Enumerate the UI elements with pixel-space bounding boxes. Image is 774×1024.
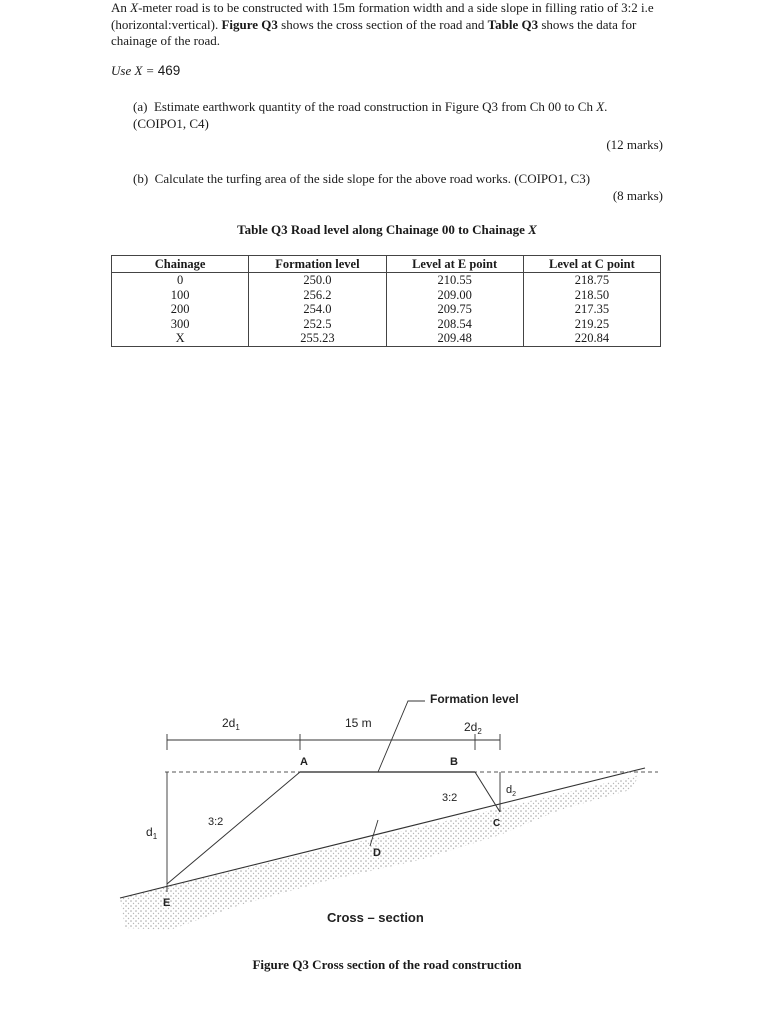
cell-chainage: 300	[112, 317, 249, 332]
chainage-table	[111, 255, 661, 347]
cell-formation: 255.23	[249, 331, 386, 346]
point-a-label: A	[300, 756, 308, 768]
table-row	[112, 302, 661, 317]
cell-level-c: 219.25	[523, 317, 660, 332]
cell-formation: 250.0	[249, 273, 386, 288]
cell-chainage: X	[112, 331, 249, 346]
formation-level-label: Formation level	[430, 692, 519, 706]
table-row	[112, 288, 661, 303]
marks-a: (12 marks)	[606, 137, 663, 152]
point-b-label: B	[450, 756, 458, 768]
table-row	[112, 317, 661, 332]
dim-2d1-label: $2d_1$	[222, 716, 240, 732]
header-chainage: Chainage	[112, 256, 249, 273]
x-value: 469	[157, 63, 181, 78]
d2-label: $d_2$	[506, 784, 517, 798]
cell-level-c: 218.75	[523, 273, 660, 288]
table-header-row	[112, 256, 661, 273]
header-level-c: Level at C point	[523, 256, 660, 273]
table-row	[112, 331, 661, 346]
cross-section-figure	[0, 680, 774, 950]
cell-chainage: 0	[112, 273, 249, 288]
marks-b: (8 marks)	[612, 188, 663, 203]
cell-formation: 254.0	[249, 302, 386, 317]
table-row	[112, 273, 661, 288]
intro-paragraph: An X-meter road is to be constructed with 15m formation width and a side slope in filling ratio of 3:2 i.e (horizontal:vertical). Figure Q3 shows the cross section of the road and Table Q3 shows the data for chainage of the road.	[111, 0, 654, 48]
cell-level-e: 209.00	[386, 288, 523, 303]
point-e-label: E	[163, 897, 171, 909]
slope-right-label: 3:2	[442, 792, 458, 804]
cell-chainage: 100	[112, 288, 249, 303]
ground-line	[120, 768, 645, 898]
header-level-e: Level at E point	[386, 256, 523, 273]
cell-level-e: 209.48	[386, 331, 523, 346]
cell-chainage: 200	[112, 302, 249, 317]
question-b: (b) Calculate the turfing area of the side slope for the above road works. (COIPO1, C3)	[133, 171, 591, 186]
use-x-line: Use X = 469	[111, 63, 181, 78]
cell-level-c: 217.35	[523, 302, 660, 317]
point-d-label: D	[373, 847, 381, 859]
figure-caption: Figure Q3 Cross section of the road construction	[252, 957, 522, 972]
question-a: (a) Estimate earthwork quantity of the road construction in Figure Q3 from Ch 00 to Ch X. (COIPO1, C4)	[133, 99, 608, 131]
d1-label: $d_1$	[146, 825, 158, 841]
header-formation-level: Formation level	[249, 256, 386, 273]
cell-level-e: 209.75	[386, 302, 523, 317]
cell-level-c: 218.50	[523, 288, 660, 303]
cell-formation: 252.5	[249, 317, 386, 332]
cell-formation: 256.2	[249, 288, 386, 303]
slope-left-label: 3:2	[208, 816, 224, 828]
cross-section-label: Cross – section	[327, 910, 424, 925]
right-slope	[475, 772, 500, 812]
dim-15m-label: 15 m	[345, 716, 372, 730]
formation-leader	[378, 701, 425, 772]
cell-level-e: 210.55	[386, 273, 523, 288]
table-title: Table Q3 Road level along Chainage 00 to Chainage X	[237, 222, 537, 237]
cell-level-e: 208.54	[386, 317, 523, 332]
point-c-label: C	[493, 818, 501, 829]
cell-level-c: 220.84	[523, 331, 660, 346]
dim-2d2-label: $2d_2$	[464, 720, 482, 736]
